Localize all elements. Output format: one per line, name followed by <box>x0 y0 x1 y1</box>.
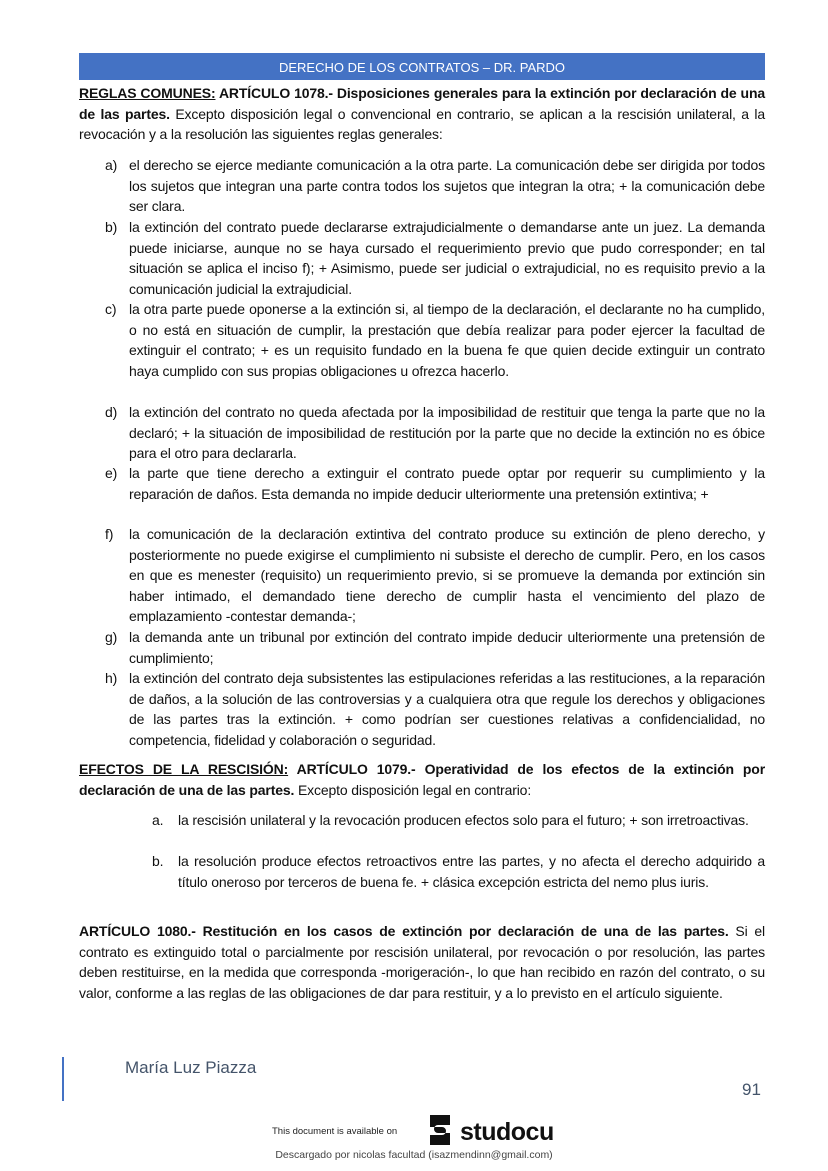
download-notice: Descargado por nicolas facultad (isazmendinn@gmail.com) <box>275 1149 553 1161</box>
article-title: ARTÍCULO 1080.- Restitución en los casos de extinción por declaración de una de las partes. <box>79 923 729 939</box>
item-label: a. <box>152 812 164 828</box>
footer-accent-bar <box>62 1057 64 1101</box>
article-body: Excepto disposición legal o convencional en contrario, se aplican a la rescisión unilateral, a la revocación y a la resolución las siguientes reglas generales: <box>79 105 765 143</box>
list-item <box>105 155 765 217</box>
item-label: f) <box>105 526 114 542</box>
item-label: c) <box>105 301 117 317</box>
item-label: b) <box>105 219 118 235</box>
available-on-text: This document is available on <box>272 1126 398 1137</box>
section-heading: EFECTOS DE LA RESCISIÓN: <box>79 761 289 777</box>
section-heading: REGLAS COMUNES: <box>79 85 216 101</box>
item-text: la extinción del contrato puede declararse extrajudicialmente o demandarse ante un juez. La demanda puede iniciarse, aunque no se haya cursado el requerimiento previo que pudo corresponder; en tal situación se aplica el inciso f); + Asimismo, puede ser judicial o extrajudicial, no es requisito previo a la comunicación judicial la extrajudicial. <box>129 219 765 297</box>
list-item <box>105 299 765 381</box>
list-item <box>152 851 765 892</box>
item-label: a) <box>105 157 118 173</box>
item-label: g) <box>105 629 118 645</box>
list-item <box>105 668 765 750</box>
item-label: b. <box>152 853 164 869</box>
item-label: d) <box>105 404 118 420</box>
item-text: la comunicación de la declaración extintiva del contrato produce su extinción de pleno derecho, y posteriormente no puede exigirse el cumplimiento ni subsiste el derecho de cumplir. Pero, en los casos en que es menester (requisito) un requerimiento previo, si se promueve la demanda por extinción sin haber intimado, el demandado tiene derecho de cumplir hasta el vencimiento del plazo de emplazamiento -contestar demanda-; <box>129 526 765 625</box>
item-text: la extinción del contrato deja subsistentes las estipulaciones referidas a las restituciones, a la reparación de daños, a la solución de las controversias y a cualquiera otra que regule los derechos y obligaciones de las partes tras la extinción. + como podrían ser cuestiones relativas a confidencialidad, no competencia, fidelidad y colaboración o seguridad. <box>129 670 765 748</box>
article-title: ARTÍCULO 1078.- Disposiciones generales para la extinción por declaración de una de las partes. <box>79 85 765 122</box>
footer-author: María Luz Piazza <box>125 1058 257 1077</box>
item-text: la resolución produce efectos retroactivos entre las partes, y no afecta el derecho adquirido a título oneroso por terceros de buena fe. + clásica excepción estricta del nemo plus iuris. <box>178 853 765 890</box>
list-item <box>105 524 765 627</box>
list-item <box>105 402 765 464</box>
item-text: la otra parte puede oponerse a la extinción si, al tiempo de la declaración, el declarante no ha cumplido, o no está en situación de cumplir, la prestación que debía realizar para poder ejercer la facultad de extinguir el contrato; + es un requisito fundado en la buena fe que quien decide extinguir un contrato haya cumplido con sus propias obligaciones u ofrezca hacerlo. <box>129 301 765 379</box>
list-item <box>105 627 765 668</box>
article-body: Excepto disposición legal en contrario: <box>294 781 532 798</box>
list-item <box>105 217 765 299</box>
list-item <box>105 463 765 504</box>
running-header: DERECHO DE LOS CONTRATOS – DR. PARDO <box>79 53 765 80</box>
article-1079-intro <box>79 759 765 800</box>
item-text: la rescisión unilateral y la revocación producen efectos solo para el futuro; + son irretroactivas. <box>178 812 749 828</box>
item-text: la demanda ante un tribunal por extinción del contrato impide deducir ulteriormente una pretensión de cumplimiento; <box>129 629 765 666</box>
article-1080 <box>79 921 765 1003</box>
article-body: Si el contrato es extinguido total o parcialmente por rescisión unilateral, por revocación o por resolución, las partes deben restituirse, en la medida que corresponda -morigeración-, lo que han recibido en razón del contrato, o su valor, conforme a las reglas de las obligaciones de dar para restituir, y a lo previsto en el artículo siguiente. <box>79 923 765 1001</box>
studocu-logo-icon <box>424 1113 456 1152</box>
item-text: la parte que tiene derecho a extinguir el contrato puede optar por requerir su cumplimiento y la reparación de daños. Esta demanda no impide deducir ulteriormente una pretensión extintiva; + <box>129 465 765 502</box>
item-text: el derecho se ejerce mediante comunicación a la otra parte. La comunicación debe ser dirigida por todos los sujetos que integran una parte contra todos los sujetos que integran la otra; + la comunicación debe ser clara. <box>129 157 765 215</box>
studocu-logo[interactable] <box>424 1113 554 1152</box>
article-title: ARTÍCULO 1079.- Operatividad de los efectos de la extinción por declaración de una de las partes. <box>79 761 766 798</box>
item-label: h) <box>105 670 118 686</box>
item-text: la extinción del contrato no queda afectada por la imposibilidad de restituir que tenga la parte que no la declaró; + la situación de imposibilidad de restitución por la parte que no decide la extinción no es óbice para el otro para declararla. <box>129 404 765 462</box>
article-1078-intro <box>79 83 765 145</box>
page-number: 91 <box>742 1080 761 1099</box>
item-label: e) <box>105 465 118 481</box>
list-item <box>152 810 765 831</box>
studocu-wordmark: studocu <box>460 1118 554 1146</box>
